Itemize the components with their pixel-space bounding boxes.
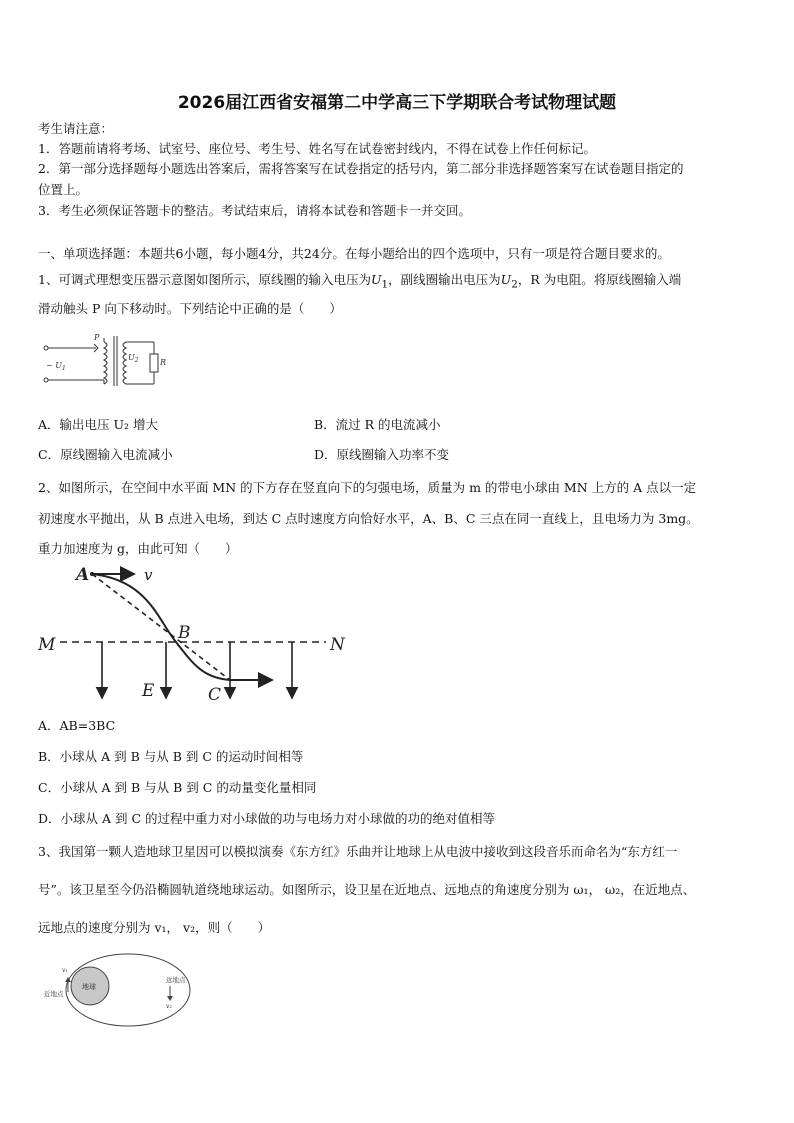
q1-stem-line2: 滑动触头 P 向下移动时。下列结论中正确的是（ ） — [38, 301, 342, 316]
q3-stem-line1: 3、我国第一颗人造地球卫星因可以模拟演奏《东方红》乐曲并让地球上从电波中接收到这段音乐而命名为“东方红一 — [38, 844, 678, 859]
q2-stem-line1: 2、如图所示，在空间中水平面 MN 的下方存在竖直向下的匀强电场，质量为 m 的带电小球由 MN 上方的 A 点以一定 — [38, 480, 697, 495]
fig2-label-v: v — [144, 566, 153, 584]
fig1-label-r: R — [160, 358, 167, 367]
fig1-label-p: P — [94, 333, 100, 342]
page-title: 2026届江西省安福第二中学高三下学期联合考试物理试题 — [177, 93, 617, 113]
q1-text-c: ，R 为电阻。将原线圈输入端 — [517, 272, 682, 287]
q1-u1: U — [370, 272, 382, 287]
q1-u2: U — [500, 272, 512, 287]
fig1-label-u2: $U_2$ — [128, 353, 139, 364]
q3-stem-line3: 远地点的速度分别为 v₁， v₂，则（ ） — [38, 920, 271, 935]
q2-option-b: B．小球从 A 到 B 与从 B 到 C 的运动时间相等 — [38, 749, 304, 764]
q2-option-a: A．AB=3BC — [38, 718, 116, 733]
q2-option-d: D．小球从 A 到 C 的过程中重力对小球做的功与电场力对小球做的功的绝对值相等 — [38, 811, 496, 826]
notice-item-2: 2．第一部分选择题每小题选出答案后，需将答案写在试卷指定的括号内，第二部分非选择题答案写在试卷题目指定的 — [38, 161, 684, 176]
notice-item-2-cont: 位置上。 — [38, 182, 89, 197]
q1-u1-sub: 1 — [381, 278, 389, 291]
q1-text-a: 1、可调式理想变压器示意图如图所示，原线圈的输入电压为 — [38, 272, 371, 287]
projectile-field-diagram — [38, 560, 358, 710]
fig2-label-m: M — [38, 635, 56, 655]
fig3-label-far: 远地点 — [166, 976, 186, 984]
q1-option-c: C．原线圈输入电流减小 — [38, 447, 173, 462]
satellite-orbit-diagram — [38, 952, 208, 1030]
q1-option-d: D．原线圈输入功率不变 — [314, 447, 450, 462]
notice-item-1: 1．答题前请将考场、试室号、座位号、考生号、姓名写在试卷密封线内，不得在试卷上作任何标记。 — [38, 141, 596, 156]
fig2-label-a: A — [76, 565, 90, 585]
fig2-label-e: E — [142, 681, 155, 701]
fig3-label-v2: v₂ — [166, 1003, 172, 1010]
fig2-label-n: N — [330, 635, 345, 655]
q2-option-c: C．小球从 A 到 B 与从 B 到 C 的动量变化量相同 — [38, 780, 317, 795]
q3-stem-line2: 号”。该卫星至今仍沿椭圆轨道绕地球运动。如图所示，设卫星在近地点、远地点的角速度分别为 ω₁， ω₂，在近地点、 — [38, 882, 696, 897]
section-heading: 一、单项选择题：本题共6小题，每小题4分，共24分。在每小题给出的四个选项中，只有一项是符合题目要求的。 — [38, 246, 670, 261]
q1-option-a: A．输出电压 U₂ 增大 — [38, 417, 159, 432]
notice-heading: 考生请注意： — [38, 121, 114, 136]
fig2-label-c: C — [208, 685, 222, 705]
fig3-label-near: 近地点 — [44, 990, 64, 998]
q2-stem-line3: 重力加速度为 g，由此可知（ ） — [38, 541, 238, 556]
fig2-label-b: B — [178, 623, 191, 643]
q1-u2-sub: 2 — [511, 278, 518, 291]
fig3-label-earth: 地球 — [82, 983, 96, 991]
fig3-label-v1: v₁ — [62, 967, 68, 974]
q1-option-b: B．流过 R 的电流减小 — [314, 417, 441, 432]
q2-stem-line2: 初速度水平抛出，从 B 点进入电场，到达 C 点时速度方向恰好水平，A、B、C 三点在同一直线上，且电场力为 3mg。 — [38, 511, 699, 526]
q1-stem-line1 — [38, 271, 758, 294]
q1-text-b: ，副线圈输出电压为 — [388, 272, 501, 287]
fig1-label-u1: ~ $U_1$ — [46, 361, 66, 372]
notice-item-3: 3．考生必须保证答题卡的整洁。考试结束后，请将本试卷和答题卡一并交回。 — [38, 203, 471, 218]
transformer-diagram — [38, 330, 168, 388]
